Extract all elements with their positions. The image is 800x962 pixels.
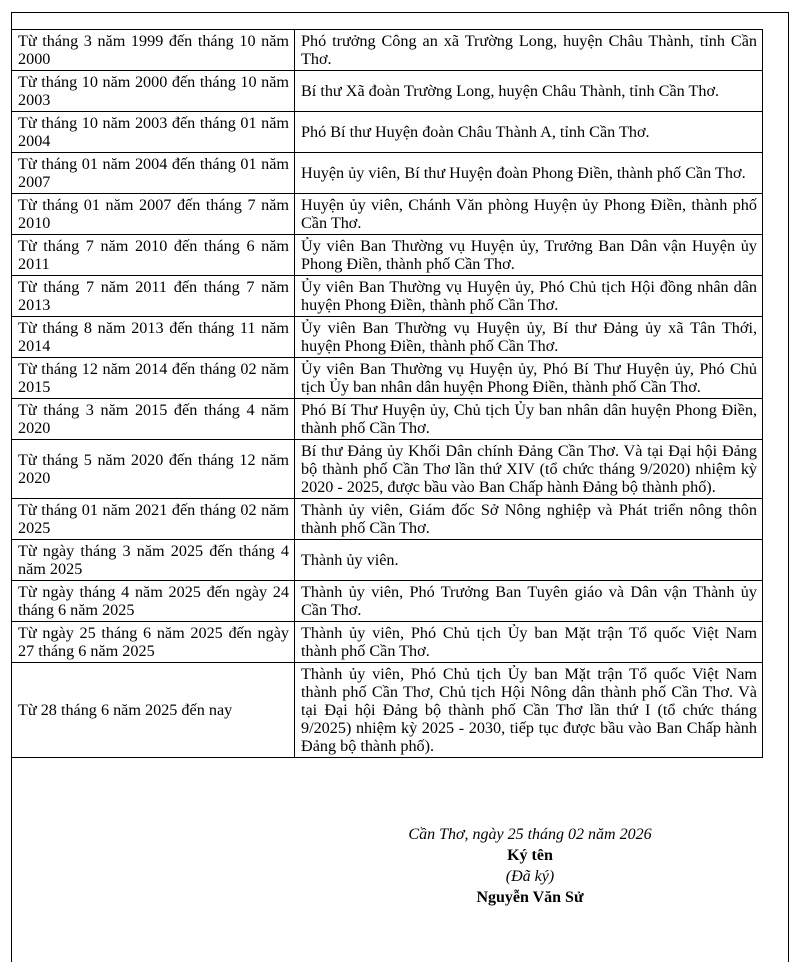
career-row	[12, 276, 763, 317]
career-period: Từ ngày tháng 3 năm 2025 đến tháng 4 năm 2025	[12, 540, 295, 581]
career-position: Phó trưởng Công an xã Trường Long, huyện Châu Thành, tỉnh Cần Thơ.	[295, 30, 763, 71]
career-period: Từ tháng 01 năm 2007 đến tháng 7 năm 2010	[12, 194, 295, 235]
career-position: Bí thư Đảng ủy Khối Dân chính Đảng Cần Thơ. Và tại Đại hội Đảng bộ thành phố Cần Thơ lần thứ XIV (tổ chức tháng 9/2020) nhiệm kỳ 2020 - 2025, được bầu vào Ban Chấp hành Đảng bộ thành phố).	[295, 440, 763, 499]
career-row	[12, 194, 763, 235]
signature-note: (Đã ký)	[505, 868, 555, 885]
career-row	[12, 440, 763, 499]
career-table-body	[12, 30, 763, 758]
career-position: Thành ủy viên, Phó Trưởng Ban Tuyên giáo và Dân vận Thành ủy Cần Thơ.	[295, 581, 763, 622]
career-position: Ủy viên Ban Thường vụ Huyện ủy, Phó Bí Thư Huyện ủy, Phó Chủ tịch Ủy ban nhân dân huyện Phong Điền, thành phố Cần Thơ.	[295, 358, 763, 399]
career-period: Từ tháng 3 năm 1999 đến tháng 10 năm 2000	[12, 30, 295, 71]
career-row	[12, 153, 763, 194]
career-period: Từ tháng 10 năm 2003 đến tháng 01 năm 2004	[12, 112, 295, 153]
career-row	[12, 358, 763, 399]
career-row	[12, 622, 763, 663]
career-position: Ủy viên Ban Thường vụ Huyện ủy, Bí thư Đảng ủy xã Tân Thới, huyện Phong Điền, thành phố Cần Thơ.	[295, 317, 763, 358]
career-position: Thành ủy viên.	[295, 540, 763, 581]
career-period: Từ tháng 01 năm 2021 đến tháng 02 năm 2025	[12, 499, 295, 540]
career-period: Từ 28 tháng 6 năm 2025 đến nay	[12, 663, 295, 758]
career-row	[12, 581, 763, 622]
career-position: Thành ủy viên, Phó Chủ tịch Ủy ban Mặt trận Tổ quốc Việt Nam thành phố Cần Thơ, Chủ tịch Hội Nông dân thành phố Cần Thơ. Và tại Đại hội Đảng bộ thành phố Cần Thơ lần thứ I (tổ chức tháng 9/2025) nhiệm kỳ 2025 - 2030, tiếp tục được bầu vào Ban Chấp hành Đảng bộ thành phố).	[295, 663, 763, 758]
signature-label: Ký tên	[507, 847, 553, 864]
career-period: Từ tháng 01 năm 2004 đến tháng 01 năm 2007	[12, 153, 295, 194]
career-position: Thành ủy viên, Phó Chủ tịch Ủy ban Mặt trận Tổ quốc Việt Nam thành phố Cần Thơ.	[295, 622, 763, 663]
career-row	[12, 71, 763, 112]
career-position: Phó Bí thư Huyện đoàn Châu Thành A, tỉnh Cần Thơ.	[295, 112, 763, 153]
career-period: Từ tháng 12 năm 2014 đến tháng 02 năm 2015	[12, 358, 295, 399]
career-position: Huyện ủy viên, Chánh Văn phòng Huyện ủy Phong Điền, thành phố Cần Thơ.	[295, 194, 763, 235]
career-period: Từ tháng 3 năm 2015 đến tháng 4 năm 2020	[12, 399, 295, 440]
career-position: Bí thư Xã đoàn Trường Long, huyện Châu Thành, tỉnh Cần Thơ.	[295, 71, 763, 112]
career-row	[12, 317, 763, 358]
career-position: Thành ủy viên, Giám đốc Sở Nông nghiệp và Phát triển nông thôn thành phố Cần Thơ.	[295, 499, 763, 540]
career-position: Ủy viên Ban Thường vụ Huyện ủy, Trưởng Ban Dân vận Huyện ủy Phong Điền, thành phố Cần Thơ.	[295, 235, 763, 276]
career-period: Từ tháng 5 năm 2020 đến tháng 12 năm 2020	[12, 440, 295, 499]
career-period: Từ tháng 7 năm 2011 đến tháng 7 năm 2013	[12, 276, 295, 317]
career-position: Ủy viên Ban Thường vụ Huyện ủy, Phó Chủ tịch Hội đồng nhân dân huyện Phong Điền, thành phố Cần Thơ.	[295, 276, 763, 317]
career-row	[12, 235, 763, 276]
career-row	[12, 399, 763, 440]
career-period: Từ tháng 10 năm 2000 đến tháng 10 năm 2003	[12, 71, 295, 112]
signer-name: Nguyễn Văn Sử	[476, 889, 584, 906]
career-period: Từ ngày 25 tháng 6 năm 2025 đến ngày 27 tháng 6 năm 2025	[12, 622, 295, 663]
career-position: Huyện ủy viên, Bí thư Huyện đoàn Phong Điền, thành phố Cần Thơ.	[295, 153, 763, 194]
career-row	[12, 112, 763, 153]
career-period: Từ ngày tháng 4 năm 2025 đến ngày 24 tháng 6 năm 2025	[12, 581, 295, 622]
career-position: Phó Bí Thư Huyện ủy, Chủ tịch Ủy ban nhân dân huyện Phong Điền, thành phố Cần Thơ.	[295, 399, 763, 440]
career-row	[12, 540, 763, 581]
career-row	[12, 499, 763, 540]
career-table	[11, 29, 763, 758]
career-period: Từ tháng 7 năm 2010 đến tháng 6 năm 2011	[12, 235, 295, 276]
career-row	[12, 30, 763, 71]
career-row	[12, 663, 763, 758]
signature-place-date: Cần Thơ, ngày 25 tháng 02 năm 2026	[408, 826, 652, 843]
career-period: Từ tháng 8 năm 2013 đến tháng 11 năm 2014	[12, 317, 295, 358]
